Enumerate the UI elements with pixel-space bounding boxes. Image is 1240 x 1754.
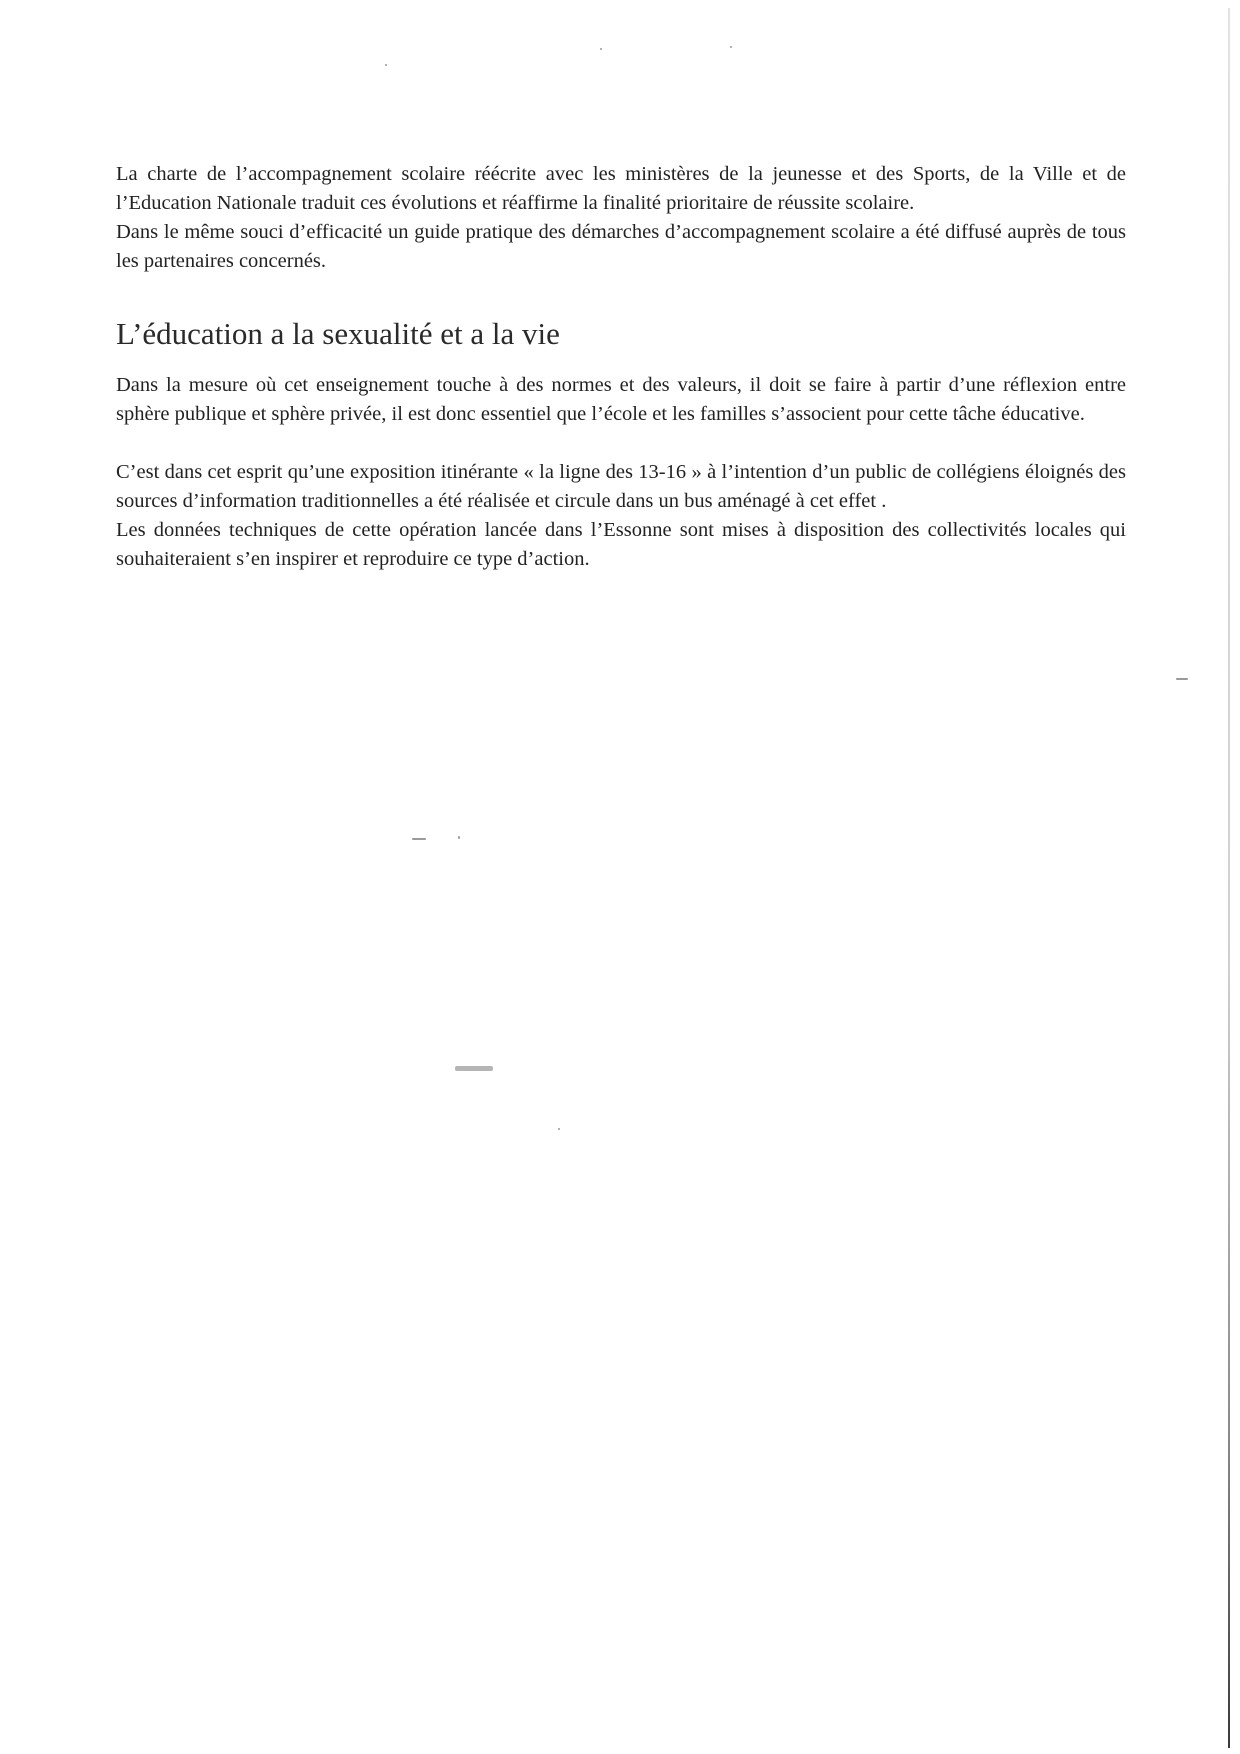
scan-speck	[730, 46, 732, 48]
paragraph-enseignement: Dans la mesure où cet enseignement touche à des normes et des valeurs, il doit se faire à partir d’une réflexion entre sphère publique et sphère privée, il est donc essentiel que l’école et les familles s’associent pour cette tâche éducative.	[116, 374, 1126, 425]
spacer	[116, 352, 1126, 371]
paragraph-charte: La charte de l’accompagnement scolaire réécrite avec les ministères de la jeunesse et des Sports, de la Ville et de l’Education Nationale traduit ces évolutions et réaffirme la finalité prioritaire de réussite scolaire.	[116, 163, 1126, 214]
document-body	[116, 160, 1126, 574]
scan-speck	[600, 48, 602, 50]
paragraph-donnees-techniques: Les données techniques de cette opération lancée dans l’Essonne sont mises à disposition des collectivités locales qui souhaiteraient s’en inspirer et reproduire ce type d’action.	[116, 519, 1126, 570]
scan-speck	[412, 838, 426, 840]
spacer	[116, 276, 1126, 316]
spacer	[116, 429, 1126, 458]
paragraph-exposition: C’est dans cet esprit qu’une exposition itinérante « la ligne des 13-16 » à l’intention d’un public de collégiens éloignés des sources d’information traditionnelles a été réalisée et circule dans un bus aménagé à cet effet .	[116, 461, 1126, 512]
paragraph-guide-pratique: Dans le même souci d’efficacité un guide pratique des démarches d’accompagnement scolaire a été diffusé auprès de tous les partenaires concernés.	[116, 221, 1126, 272]
scan-speck	[558, 1128, 560, 1130]
scan-page-edge	[1228, 8, 1230, 1748]
section-title: L’éducation a la sexualité et a la vie	[116, 316, 560, 351]
scan-speck	[385, 64, 387, 66]
scan-speck	[455, 1066, 493, 1071]
scan-speck	[1176, 678, 1188, 680]
scan-speck	[458, 836, 460, 839]
